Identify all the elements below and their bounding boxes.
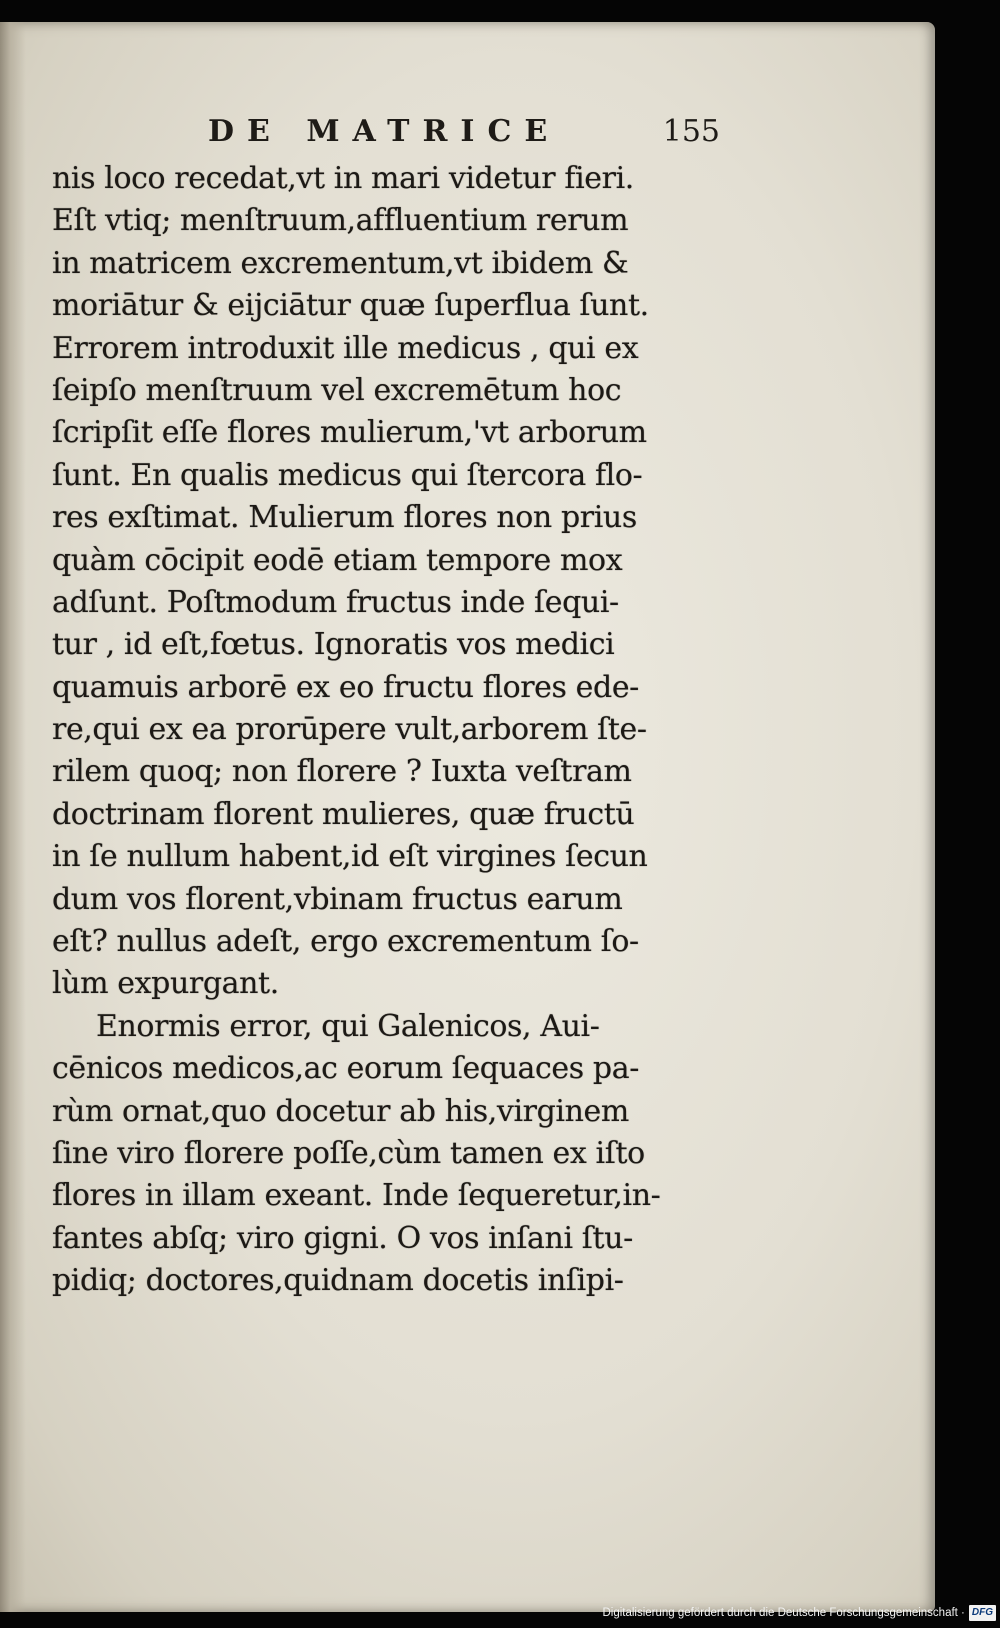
text-line: nis loco recedat,vt in mari videtur fieri. xyxy=(52,161,634,196)
text-line: res exſtimat. Mulierum flores non prius xyxy=(52,500,637,536)
text-line: cēnicos medicos,ac eorum ſequaces pa- xyxy=(52,1051,639,1087)
text-line: ſcripſit eſſe flores mulierum,'vt arborum xyxy=(52,415,647,451)
text-line: moriātur & eijciātur quæ ſuperflua ſunt. xyxy=(52,288,649,324)
text-line: ſunt. En qualis medicus qui ſtercora flo- xyxy=(52,457,643,493)
text-line: quàm cōcipit eodē etiam tempore mox xyxy=(52,542,623,578)
text-line: lùm expurgant. xyxy=(52,966,279,1002)
text-line: flores in illam exeant. Inde ſequeretur,in- xyxy=(52,1178,661,1214)
text-line: dum vos florent,vbinam fructus earum xyxy=(52,881,623,917)
text-line: ſine viro florere poſſe,cùm tamen ex iſto xyxy=(52,1135,645,1171)
text-line: Errorem introduxit ille medicus , qui ex xyxy=(52,330,639,366)
running-head-title: DE MATRICE xyxy=(208,114,561,149)
page-binding-edge xyxy=(0,22,26,1612)
text-line: fantes abſq; viro gigni. O vos inſani ſtu- xyxy=(52,1220,633,1256)
text-line: in ſe nullum habent,id eſt virgines ſecun xyxy=(52,839,648,875)
text-line: re,qui ex ea prorūpere vult,arborem ſte- xyxy=(52,712,647,748)
paragraph-first-line: Enormis error, qui Galenicos, Aui- xyxy=(96,1008,600,1044)
text-line: tur , id eſt,fœtus. Ignoratis vos medici xyxy=(52,627,615,663)
text-line: pidiq; doctores,quidnam docetis inſipi- xyxy=(52,1263,624,1299)
body-text xyxy=(52,158,722,1303)
page-number: 155 xyxy=(662,114,720,149)
funding-credit xyxy=(602,1602,996,1624)
dfg-logo: DFG xyxy=(969,1605,996,1621)
text-line: ſeipſo menſtruum vel excremētum hoc xyxy=(52,372,622,408)
text-line: rilem quoq; non florere ? Iuxta veſtram xyxy=(52,754,632,790)
text-line: in matricem excrementum,vt ibidem & xyxy=(52,245,629,281)
text-line: quamuis arborē ex eo fructu flores ede- xyxy=(52,669,639,705)
text-line: Eſt vtiq; menſtruum,affluentium rerum xyxy=(52,203,629,239)
funding-credit-text: Digitalisierung gefördert durch die Deutsche Forschungsgemeinschaft · xyxy=(602,1607,965,1619)
text-line: rùm ornat,quo docetur ab his,virginem xyxy=(52,1093,629,1129)
text-line: adſunt. Poſtmodum fructus inde ſequi- xyxy=(52,584,619,620)
text-line: doctrinam florent mulieres, quæ fructū xyxy=(52,796,635,832)
text-line: eſt? nullus adeſt, ergo excrementum ſo- xyxy=(52,924,639,960)
running-head xyxy=(150,114,720,164)
